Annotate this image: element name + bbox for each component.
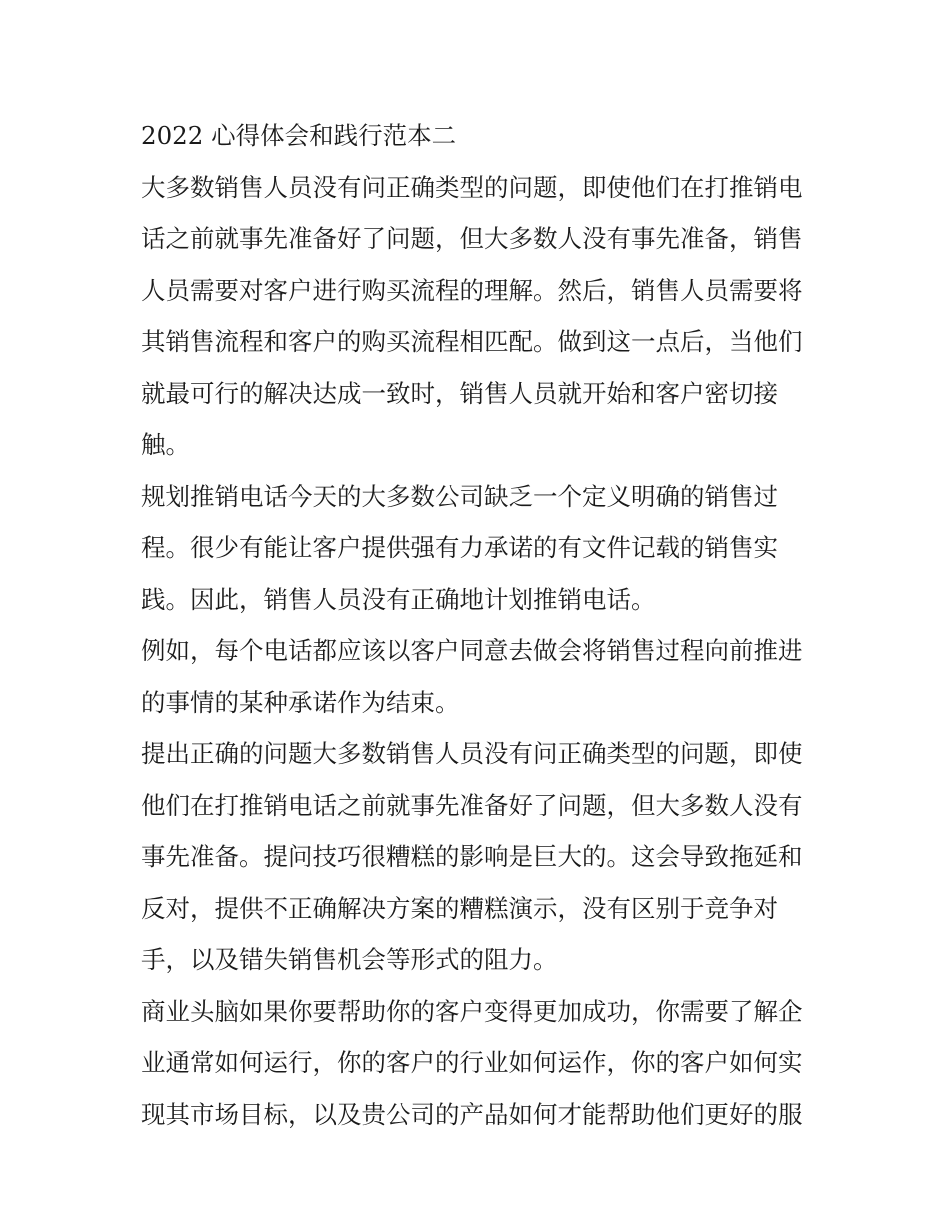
- paragraph-line: 事先准备。提问技巧很糟糕的影响是巨大的。这会导致拖延和: [141, 842, 803, 871]
- paragraph-line: 程。很少有能让客户提供强有力承诺的有文件记载的销售实: [141, 533, 778, 562]
- paragraph-line: 就最可行的解决达成一致时，销售人员就开始和客户密切接: [141, 378, 778, 408]
- paragraph-line: 反对，提供不正确解决方案的糟糕演示，没有区别于竞争对: [141, 893, 778, 923]
- paragraph-5: [141, 986, 821, 1141]
- paragraph-line: 人员需要对客户进行购买流程的理解。然后，销售人员需要将: [141, 275, 803, 305]
- paragraph-1: [141, 162, 821, 471]
- paragraph-3: [141, 625, 821, 728]
- paragraph-2: [141, 471, 821, 626]
- paragraph-line: 业通常如何运行，你的客户的行业如何运作，你的客户如何实: [141, 1048, 803, 1077]
- document-title: 2022 心得体会和践行范本二: [141, 121, 457, 150]
- paragraph-line: 大多数销售人员没有问正确类型的问题，即使他们在打推销电: [141, 172, 803, 202]
- paragraph-line: 触。: [141, 430, 190, 459]
- paragraph-line: 其销售流程和客户的购买流程相匹配。做到这一点后，当他们: [141, 327, 803, 356]
- paragraph-line: 践。因此，销售人员没有正确地计划推销电话。: [141, 584, 656, 614]
- paragraph-line: 规划推销电话今天的大多数公司缺乏一个定义明确的销售过: [141, 481, 778, 511]
- paragraph-line: 商业头脑如果你要帮助你的客户变得更加成功，你需要了解企: [141, 996, 803, 1026]
- paragraph-line: 他们在打推销电话之前就事先准备好了问题，但大多数人没有: [141, 790, 803, 820]
- paragraph-line: 话之前就事先准备好了问题，但大多数人没有事先准备，销售: [141, 224, 803, 253]
- paragraph-4: [141, 728, 821, 986]
- paragraph-line: 现其市场目标，以及贵公司的产品如何才能帮助他们更好的服: [141, 1099, 803, 1129]
- paragraph-line: 手，以及错失销售机会等形式的阻力。: [141, 945, 558, 974]
- paragraph-line: 例如，每个电话都应该以客户同意去做会将销售过程向前推进: [141, 636, 803, 665]
- paragraph-line: 提出正确的问题大多数销售人员没有问正确类型的问题，即使: [141, 739, 803, 768]
- document-body: [141, 110, 821, 1140]
- paragraph-line: 的事情的某种承诺作为结束。: [141, 687, 460, 717]
